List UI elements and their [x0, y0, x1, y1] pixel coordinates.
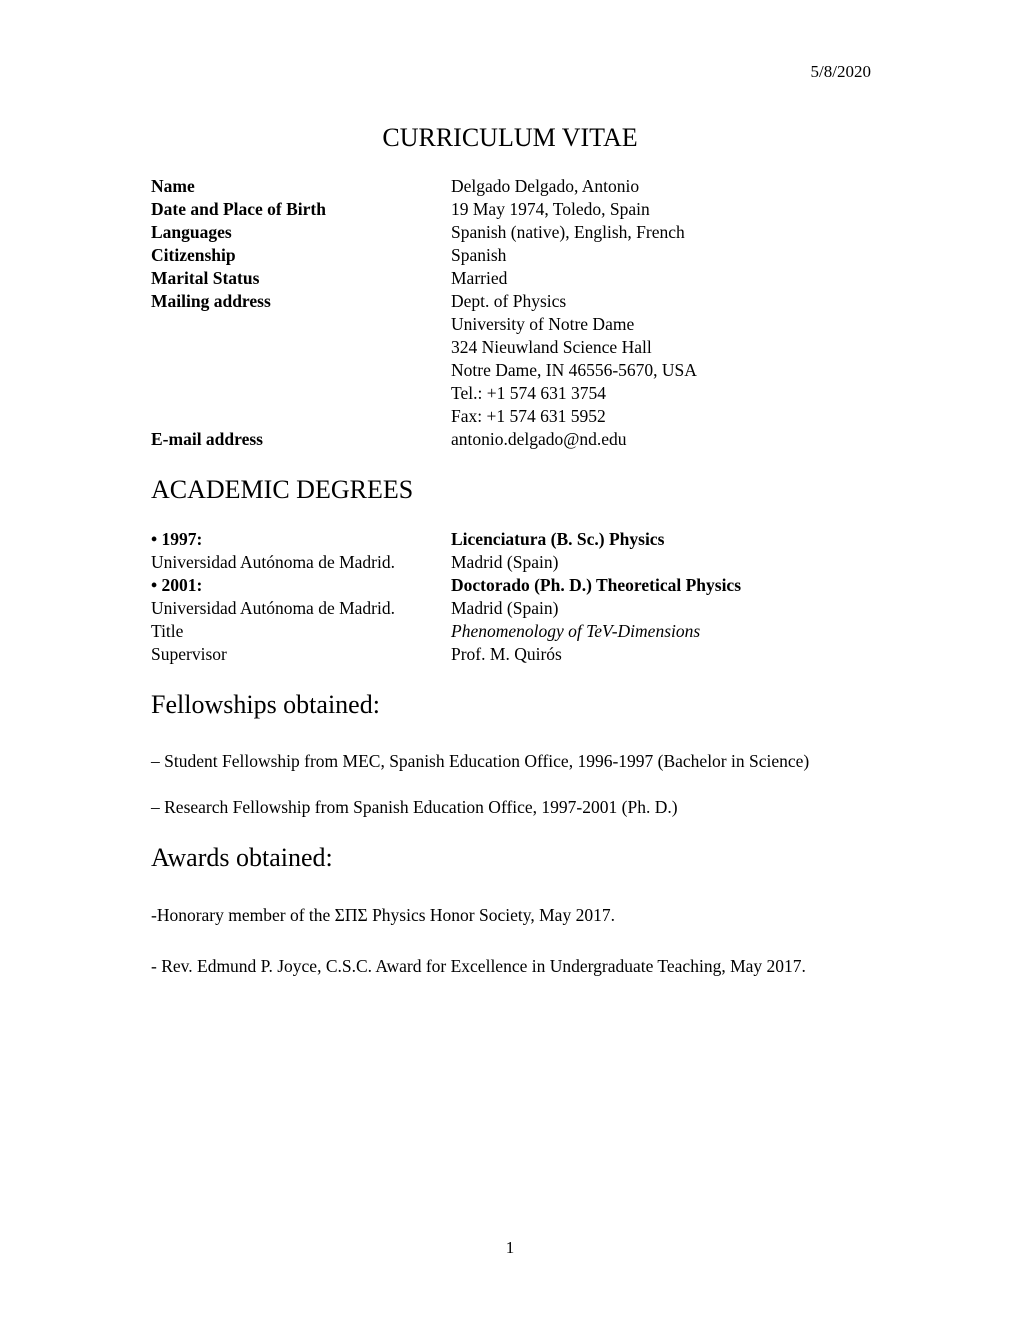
section-heading-degrees: ACADEMIC DEGREES: [151, 475, 414, 504]
mailing-line: 324 Nieuwland Science Hall: [451, 337, 652, 357]
degree-title: Licenciatura (B. Sc.) Physics: [451, 529, 665, 549]
mailing-line: Notre Dame, IN 46556-5670, USA: [451, 360, 697, 380]
degree-location: Madrid (Spain): [451, 598, 559, 618]
award-item: - Rev. Edmund P. Joyce, C.S.C. Award for Excellence in Undergraduate Teaching, May 2017.: [151, 956, 806, 976]
degree-institution: Universidad Autónoma de Madrid.: [151, 552, 395, 572]
info-label: Name: [151, 176, 195, 196]
header-date: 5/8/2020: [810, 62, 871, 81]
page-number: 1: [505, 1238, 515, 1257]
mailing-line: Tel.: +1 574 631 3754: [451, 383, 606, 403]
degree-year: • 2001:: [151, 575, 203, 595]
degree-year: • 1997:: [151, 529, 203, 549]
info-label: Mailing address: [151, 291, 271, 311]
section-heading-fellowships: Fellowships obtained:: [151, 690, 380, 719]
degree-title: Doctorado (Ph. D.) Theoretical Physics: [451, 575, 742, 595]
mailing-line: Fax: +1 574 631 5952: [451, 406, 606, 426]
degree-field-label: Supervisor: [151, 644, 227, 664]
award-item: -Honorary member of the ΣΠΣ Physics Honor Society, May 2017.: [151, 905, 615, 925]
mailing-line: Dept. of Physics: [451, 291, 567, 311]
info-label: E-mail address: [151, 429, 263, 449]
info-value: Spanish (native), English, French: [451, 222, 685, 242]
info-label: Date and Place of Birth: [151, 199, 326, 219]
section-heading-awards: Awards obtained:: [151, 843, 333, 872]
info-label: Marital Status: [151, 268, 260, 288]
info-label: Citizenship: [151, 245, 236, 265]
email-link[interactable]: antonio.delgado@nd.edu: [451, 429, 627, 449]
info-value: 19 May 1974, Toledo, Spain: [451, 199, 650, 219]
info-label: Languages: [151, 222, 232, 242]
degree-institution: Universidad Autónoma de Madrid.: [151, 598, 395, 618]
cv-title: CURRICULUM VITAE: [382, 123, 638, 152]
mailing-line: University of Notre Dame: [451, 314, 635, 334]
info-value: Delgado Delgado, Antonio: [451, 176, 640, 196]
degree-location: Madrid (Spain): [451, 552, 559, 572]
info-value: Married: [451, 268, 508, 288]
supervisor-name: Prof. M. Quirós: [451, 644, 562, 664]
info-value: Spanish: [451, 245, 507, 265]
degree-field-label: Title: [151, 621, 184, 641]
fellowship-item: – Student Fellowship from MEC, Spanish Education Office, 1996-1997 (Bachelor in Science): [151, 751, 810, 771]
fellowship-item: – Research Fellowship from Spanish Education Office, 1997-2001 (Ph. D.): [151, 797, 678, 817]
thesis-title: Phenomenology of TeV-Dimensions: [451, 621, 701, 641]
